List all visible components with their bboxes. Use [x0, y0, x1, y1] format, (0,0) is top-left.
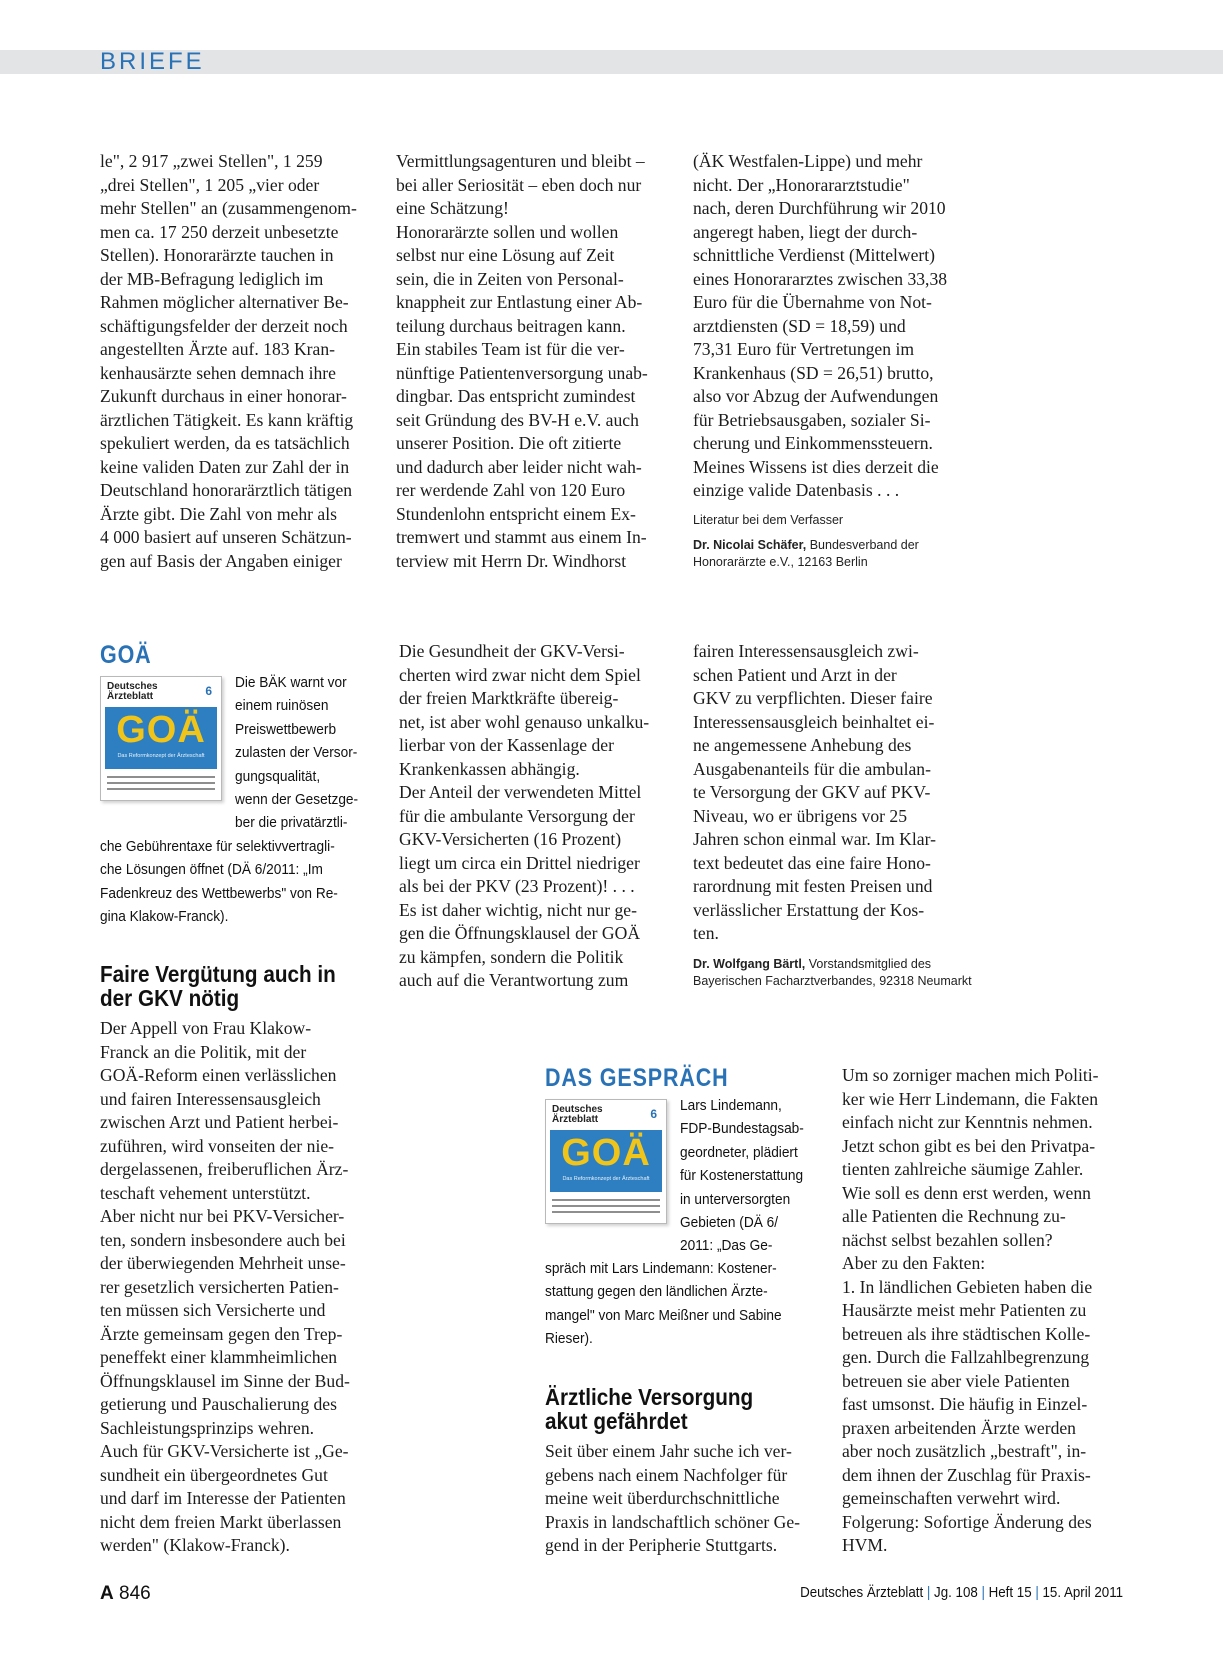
- cover-band: [550, 1130, 662, 1192]
- cover-text-lines: [107, 776, 215, 794]
- letter1-column-1: le", 2 917 „zwei Stellen", 1 259 „drei Stellen", 1 205 „vier oder mehr Stellen" an (zusammengenom- men ca. 17 250 derzeit unbesetzte Stellen). Honorarärzte tauchen in der MB-Befragung lediglich im Rahmen möglicher alternativer Be- schäftigungsfelder der derzeit noch angestellten Ärzte auf. 183 Kran- kenhausärzte sehen demnach ihre Zukunft durchaus in einer honorar- ärztlichen Tätigkeit. Es kann kräftig spekuliert werden, da es tatsächlich keine validen Daten zur Zahl der in Deutschland honorarärztlich tätigen Ärzte gibt. Die Zahl von mehr als 4 000 basiert auf unseren Schätzun- gen auf Basis der Angaben einiger: [100, 151, 357, 571]
- magazine-cover-thumbnail: [545, 1099, 667, 1224]
- letter1-signature: [693, 537, 983, 571]
- cover-subtitle: Das Reformkonzept der Ärzteschaft: [562, 1176, 650, 1182]
- gespraech-column-1: Seit über einem Jahr suche ich ver- gebens nach einem Nachfolger für meine weit überdurchschnittliche Praxis in landschaftlich schöner Ge- gend in der Peripherie Stuttgarts.: [545, 1441, 801, 1555]
- magazine-cover-thumbnail: [100, 676, 222, 801]
- author-affiliation: Vorstandsmitglied des Bayerischen Facharztverbandes, 92318 Neumarkt: [693, 957, 972, 988]
- journal-issue: Heft 15: [988, 1585, 1032, 1601]
- cover-text-lines: [552, 1199, 660, 1217]
- page-prefix: A: [100, 1583, 114, 1604]
- cover-title: GOÄ: [116, 709, 206, 751]
- journal-volume: Jg. 108: [933, 1585, 978, 1601]
- cover-issue-number: 6: [205, 684, 212, 698]
- cover-subtitle: Das Reformkonzept der Ärzteschaft: [117, 753, 205, 759]
- goa-column-3: fairen Interessensausgleich zwi- schen Patient und Arzt in der GKV zu verpflichten. Dieser faire Interessensausgleich beinhaltet ei- ne angemessene Anhebung des Ausgabenanteils für die ambulan- te Versorgung der GKV auf PKV- Niveau, wo er übrigens vor 25 Jahren schon einmal war. Im Klar- text bedeutet das eine faire Hono- rarordnung mit festen Preisen und verlässlicher Erstattung der Kos- ten.: [693, 641, 936, 943]
- literature-note: Literatur bei dem Verfasser: [693, 513, 844, 527]
- teaser-gespraech-side: Lars Lindemann, FDP-Bundestagsab- geordneter, plädiert für Kostenerstattung in unterversorgten Gebieten (DÄ 6/ 2011: „Das Ge-: [680, 1097, 804, 1255]
- topic-label-gespraech: DAS GESPRÄCH: [545, 1064, 729, 1092]
- cover-title: GOÄ: [561, 1132, 651, 1174]
- journal-name: Deutsches Ärzteblatt: [800, 1585, 924, 1601]
- cover-masthead: Deutsches Ärzteblatt: [552, 1104, 603, 1125]
- gespraech-column-2: Um so zorniger machen mich Politi- ker wie Herr Lindemann, die Fakten einfach nicht zur Kenntnis nehmen. Jetzt schon gibt es bei den Privatpa- tienten zahlreiche säumige Zahler. Wie soll es denn erst werden, wenn alle Patienten die Rechnung zu- nächst selbst bezahlen sollen? Aber zu den Fakten: 1. In ländlichen Gebieten haben die Hausärzte meist mehr Patienten zu betreuen als ihre städtischen Kolle- gen. Durch die Fallzahlbegrenzung betreuen sie aber viele Patienten fast umsonst. Die häufig in Einzel- praxen arbeitenden Ärzte werden aber noch zusätzlich „bestraft", in- dem ihnen der Zuschlag für Praxis- gemeinschaften verwehrt wird. Folgerung: Sofortige Änderung des HVM.: [842, 1065, 1099, 1555]
- goa-signature: [693, 956, 993, 990]
- headline-aerztliche-versorgung: Ärztliche Versorgung akut gefährdet: [545, 1384, 754, 1434]
- cover-masthead: Deutsches Ärzteblatt: [107, 681, 158, 702]
- journal-date: 15. April 2011: [1042, 1585, 1123, 1601]
- section-label: BRIEFE: [100, 48, 205, 75]
- teaser-goa-side: Die BÄK warnt vor einem ruinösen Preiswettbewerb zulasten der Versor- gungsqualität, wenn der Gesetzge- ber die privatärztli-: [235, 674, 359, 832]
- teaser-gespraech-full: spräch mit Lars Lindemann: Kostener- stattung gegen den ländlichen Ärzte- mangel" von Marc Meißner und Sabine Rieser).: [545, 1260, 782, 1348]
- goa-column-1: Der Appell von Frau Klakow- Franck an die Politik, mit der GOÄ-Reform einen verlässlichen und fairen Interessensausgleich zwischen Arzt und Patient herbei- zuführen, wird vonseiten der nie- dergelassenen, freiberuflichen Ärz- teschaft vehement unterstützt. Aber nicht nur bei PKV-Versicher- ten, sondern insbesondere auch bei der überwiegenden Mehrheit unse- rer gesetzlich versicherten Patien- ten müssen sich Versicherte und Ärzte gemeinsam gegen den Trep- peneffekt einer klammheimlichen Öffnungsklausel im Sinne der Bud- getierung und Pauschalierung des Sachleistungsprinzips wehren. Auch für GKV-Versicherte ist „Ge- sundheit ein übergeordnetes Gut und darf im Interesse der Patienten nicht dem freien Markt überlassen werden" (Klakow-Franck).: [100, 1018, 350, 1555]
- journal-info: Deutsches Ärzteblatt | Jg. 108 | Heft 15 | 15. April 2011: [800, 1585, 1123, 1601]
- author-name: Dr. Nicolai Schäfer,: [693, 538, 807, 552]
- cover-issue-number: 6: [650, 1107, 657, 1121]
- topic-label-goa: GOÄ: [100, 641, 152, 669]
- letter1-column-3: (ÄK Westfalen-Lippe) und mehr nicht. Der „Honorararztstudie" nach, deren Durchführung wir 2010 angeregt haben, liegt der durch- schnittliche Verdienst (Mittelwert) eines Honorararztes zwischen 33,38 Euro für die Übernahme von Not- arztdiensten (SD = 18,59) und 73,31 Euro für Vertretungen im Krankenhaus (SD = 26,51) brutto, also vor Abzug der Aufwendungen für Betriebsausgaben, sozialer Si- cherung und Einkommenssteuern. Meines Wissens ist dies derzeit die einzige valide Datenbasis . . .: [693, 151, 948, 500]
- page-number: [100, 1583, 151, 1605]
- author-name: Dr. Wolfgang Bärtl,: [693, 957, 806, 971]
- teaser-goa-full: che Gebührentaxe für selektivvertragli- che Lösungen öffnet (DÄ 6/2011: „Im Fadenkreuz des Wettbewerbs" von Re- gina Klakow-Franck).: [100, 838, 338, 926]
- goa-column-2: Die Gesundheit der GKV-Versi- cherten wird zwar nicht dem Spiel der freien Marktkräfte übereig- net, ist aber wohl genauso unkalku- lierbar von der Kassenlage der Krankenkassen abhängig. Der Anteil der verwendeten Mittel für die ambulante Versorgung der GKV-Versicherten (16 Prozent) liegt um circa ein Drittel niedriger als bei der PKV (23 Prozent)! . . . Es ist daher wichtig, nicht nur ge- gen die Öffnungsklausel der GOÄ zu kämpfen, sondern die Politik auch auf die Verantwortung zum: [399, 641, 650, 990]
- cover-band: [105, 707, 217, 769]
- page-number-value: 846: [113, 1583, 151, 1604]
- author-affiliation: Bundesverband der Honorarärzte e.V., 12163 Berlin: [693, 538, 919, 569]
- letter1-column-2: Vermittlungsagenturen und bleibt – bei aller Seriosität – eben doch nur eine Schätzung! Honorarärzte sollen und wollen selbst nur eine Lösung auf Zeit sein, die in Zeiten von Personal- knappheit zur Entlastung einer Ab- teilung durchaus beitragen kann. Ein stabiles Team ist für die ver- nünftige Patientenversorgung unab- dingbar. Das entspricht zumindest seit Gründung des BV-H e.V. auch unserer Position. Die oft zitierte und dadurch aber leider nicht wah- rer werdende Zahl von 120 Euro Stundenlohn entspricht einem Ex- tremwert und stammt aus einem In- terview mit Herrn Dr. Windhorst: [396, 151, 648, 571]
- headline-faire-verguetung: Faire Vergütung auch in der GKV nötig: [100, 961, 336, 1011]
